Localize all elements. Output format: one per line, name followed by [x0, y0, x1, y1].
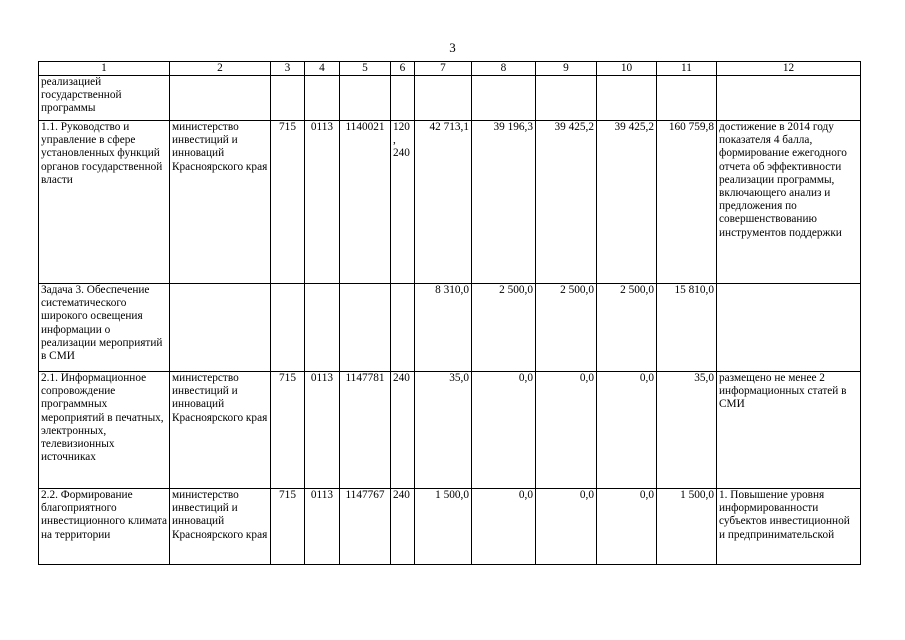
cell-value: [597, 76, 657, 121]
cell-activity: 1.1. Руководство и управление в сфере установленных функций органов государственной власти: [39, 121, 170, 284]
column-number: 6: [391, 62, 415, 76]
cell-csr: 1147767: [340, 489, 391, 565]
table-body: [39, 62, 861, 565]
cell-csr: [340, 284, 391, 372]
column-number: 5: [340, 62, 391, 76]
cell-grbs: [271, 284, 305, 372]
table-row: [39, 372, 861, 489]
column-number: 3: [271, 62, 305, 76]
cell-value: 0,0: [536, 372, 597, 489]
cell-activity: 2.1. Информационное сопровождение программных мероприятий в печатных, электронных, телевизионных источниках: [39, 372, 170, 489]
cell-result: [717, 76, 861, 121]
column-number: 2: [170, 62, 271, 76]
cell-grbs: 715: [271, 121, 305, 284]
program-table: [38, 61, 861, 565]
column-number: 8: [472, 62, 536, 76]
cell-total: 15 810,0: [657, 284, 717, 372]
cell-executor: министерство инвестиций и инноваций Красноярского края: [170, 489, 271, 565]
column-number: 10: [597, 62, 657, 76]
cell-result: 1. Повышение уровня информированности субъектов инвестиционной и предпринимательской: [717, 489, 861, 565]
cell-value: 2 500,0: [472, 284, 536, 372]
table-row: [39, 121, 861, 284]
cell-executor: министерство инвестиций и инноваций Красноярского края: [170, 121, 271, 284]
cell-total: 35,0: [657, 372, 717, 489]
cell-vr: 240: [391, 372, 415, 489]
cell-value: 0,0: [472, 372, 536, 489]
column-number: 11: [657, 62, 717, 76]
cell-value: 35,0: [415, 372, 472, 489]
cell-total: [657, 76, 717, 121]
cell-activity: реализацией государственной программы: [39, 76, 170, 121]
cell-rzpr: [305, 284, 340, 372]
cell-vr: 240: [391, 489, 415, 565]
cell-rzpr: [305, 76, 340, 121]
column-number: 12: [717, 62, 861, 76]
cell-csr: [340, 76, 391, 121]
column-number: 4: [305, 62, 340, 76]
cell-vr: 120, 240: [391, 121, 415, 284]
cell-result: достижение в 2014 году показателя 4 балла, формирование ежегодного отчета об эффективности реализации программы, включающего анализ и предложения по совершенствованию инструментов поддержки: [717, 121, 861, 284]
column-number: 7: [415, 62, 472, 76]
cell-value: 2 500,0: [536, 284, 597, 372]
cell-csr: 1147781: [340, 372, 391, 489]
column-number-row: [39, 62, 861, 76]
cell-value: 39 196,3: [472, 121, 536, 284]
cell-activity: 2.2. Формирование благоприятного инвестиционного климата на территории: [39, 489, 170, 565]
cell-value: 1 500,0: [415, 489, 472, 565]
table-row: [39, 76, 861, 121]
cell-result: размещено не менее 2 информационных статей в СМИ: [717, 372, 861, 489]
cell-activity: Задача 3. Обеспечение систематического широкого освещения информации о реализации мероприятий в СМИ: [39, 284, 170, 372]
cell-result: [717, 284, 861, 372]
cell-total: 1 500,0: [657, 489, 717, 565]
cell-executor: [170, 284, 271, 372]
table-row: [39, 489, 861, 565]
cell-rzpr: 0113: [305, 121, 340, 284]
cell-value: 2 500,0: [597, 284, 657, 372]
cell-value: 42 713,1: [415, 121, 472, 284]
cell-executor: министерство инвестиций и инноваций Красноярского края: [170, 372, 271, 489]
cell-value: 8 310,0: [415, 284, 472, 372]
cell-value: 0,0: [597, 489, 657, 565]
cell-total: 160 759,8: [657, 121, 717, 284]
column-number: 1: [39, 62, 170, 76]
page-number: 3: [449, 40, 456, 55]
cell-executor: [170, 76, 271, 121]
table-row: [39, 284, 861, 372]
cell-value: [536, 76, 597, 121]
column-number: 9: [536, 62, 597, 76]
cell-grbs: [271, 76, 305, 121]
cell-csr: 1140021: [340, 121, 391, 284]
cell-rzpr: 0113: [305, 372, 340, 489]
cell-value: 39 425,2: [597, 121, 657, 284]
cell-vr: [391, 284, 415, 372]
cell-vr: [391, 76, 415, 121]
cell-value: [415, 76, 472, 121]
cell-rzpr: 0113: [305, 489, 340, 565]
cell-value: [472, 76, 536, 121]
cell-value: 0,0: [472, 489, 536, 565]
cell-grbs: 715: [271, 489, 305, 565]
cell-value: 0,0: [536, 489, 597, 565]
cell-value: 0,0: [597, 372, 657, 489]
cell-grbs: 715: [271, 372, 305, 489]
cell-value: 39 425,2: [536, 121, 597, 284]
